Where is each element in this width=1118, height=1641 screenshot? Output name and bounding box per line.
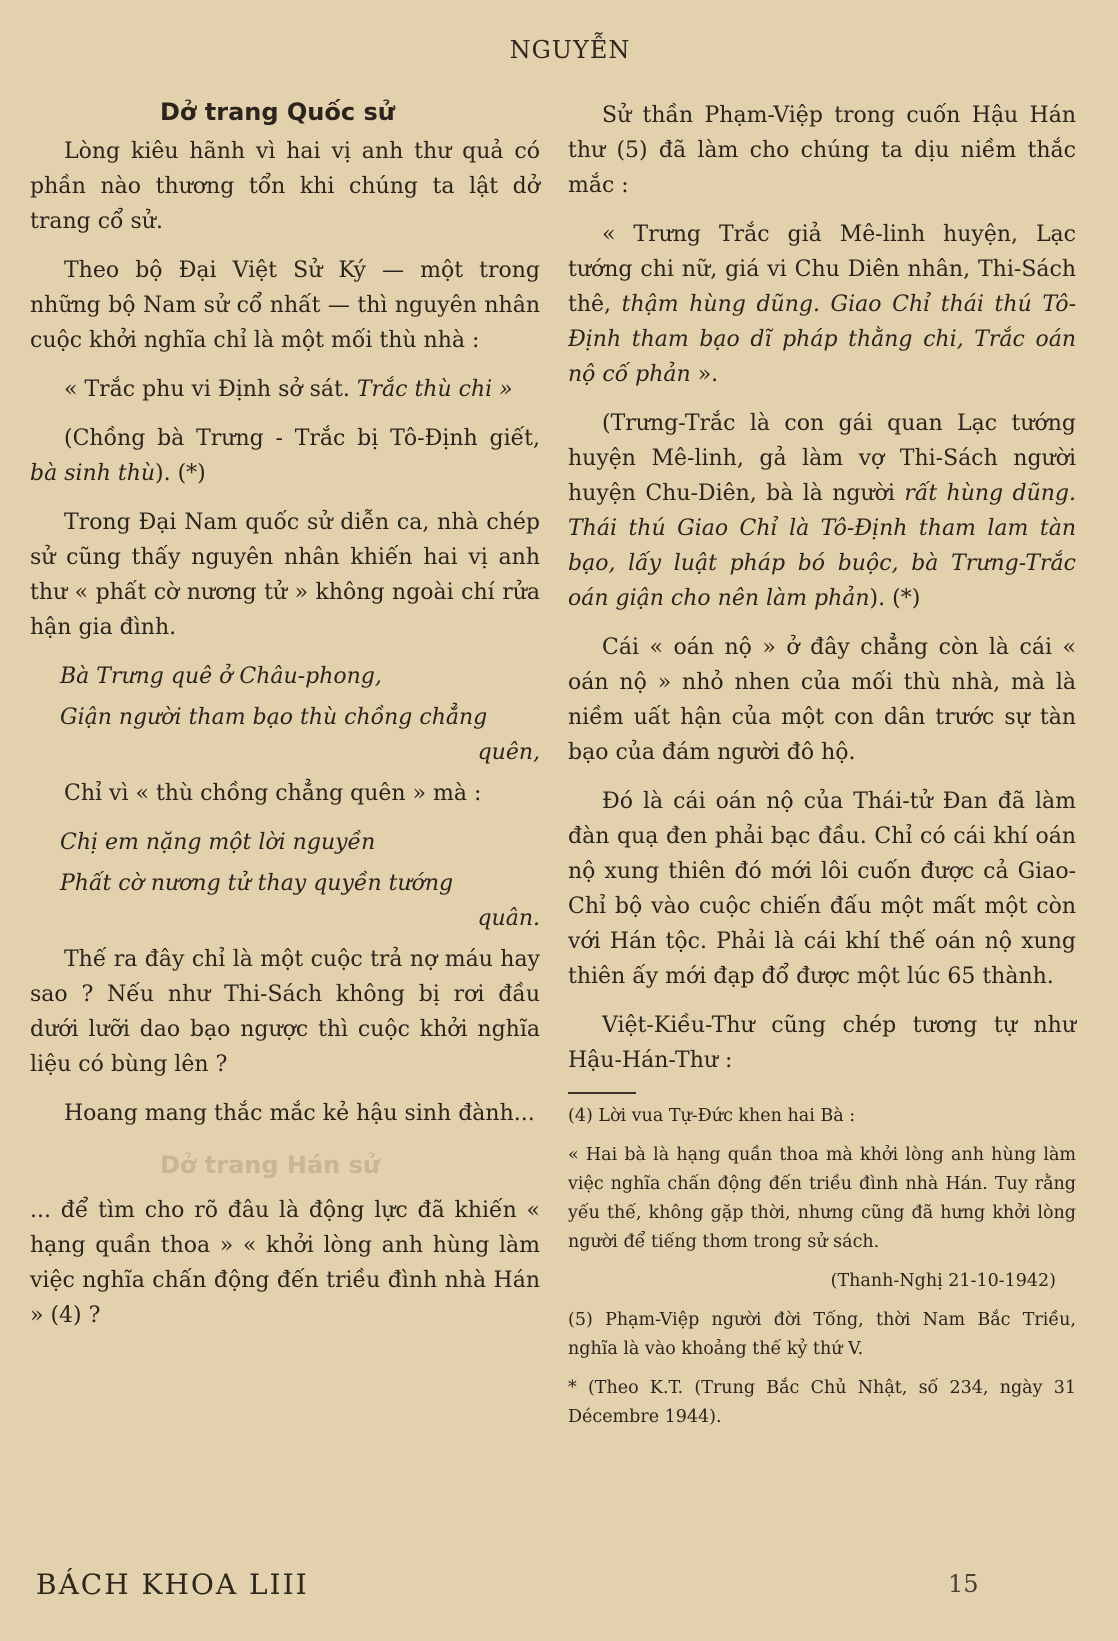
footnote-5: (5) Phạm-Việp người đời Tống, thời Nam Bắc Triều, nghĩa là vào khoảng thế kỷ thứ V. — [568, 1310, 1076, 1359]
paragraph: Hoang mang thắc mắc kẻ hậu sinh đành... — [64, 1101, 535, 1126]
italic-text: bà sinh thù — [30, 461, 156, 486]
quote-end: ». — [690, 362, 719, 387]
quote-text: « Trắc phu vi Định sở sát. — [64, 377, 357, 402]
paragraph: Sử thần Phạm-Việp trong cuốn Hậu Hán thư (5) đã làm cho chúng ta dịu niềm thắc mắc : — [568, 103, 1076, 198]
verse-line — [60, 866, 540, 936]
paragraph: Trong Đại Nam quốc sử diễn ca, nhà chép sử cũng thấy nguyên nhân khiến hai vị anh thư « phất cờ nương tử » không ngoài chí rửa hận gia đình. — [30, 510, 540, 640]
quote-paragraph — [568, 217, 1076, 392]
quote-italic: thậm hùng dũng. Giao Chỉ thái thú Tô-Định tham bạo dĩ pháp thằng chi, Trắc oán nộ cố phản — [568, 292, 1076, 387]
text: (Chồng bà Trưng - Trắc bị Tô-Định giết, — [64, 426, 540, 451]
quote-paragraph — [30, 372, 540, 407]
text: (Trưng-Trắc là con gái quan Lạc tướng huyện Mê-linh, gả làm vợ Thi-Sách người huyện Chu-Diên, bà là người — [568, 411, 1076, 506]
paragraph: Lòng kiêu hãnh vì hai vị anh thư quả có phần nào thương tổn khi chúng ta lật dở trang cổ sử. — [30, 139, 540, 234]
left-column — [30, 98, 540, 1347]
paragraph: Đó là cái oán nộ của Thái-tử Đan đã làm đàn quạ đen phải bạc đầu. Chỉ có cái khí oán nộ xung thiên đó mới lôi cuốn được cả Giao-Chỉ bộ vào cuộc chiến đấu một mất một còn với Hán tộc. Phải là cái khí thế oán nộ xung thiên ấy mới đạp đổ được một lúc 65 thành. — [568, 789, 1076, 989]
quote-text: « Trưng Trắc giả Mê-linh huyện, Lạc tướng chi nữ, giá vi Chu Diên nhân, Thi-Sách thê, — [568, 222, 1076, 317]
verse-line — [60, 700, 540, 770]
verse-continuation: quân. — [477, 906, 540, 931]
translation-paragraph — [30, 421, 540, 491]
paragraph: ... để tìm cho rõ đâu là động lực đã khiến « hạng quần thoa » « khởi lòng anh hùng làm việc nghĩa chấn động đến triều đình nhà Hán » (4) ? — [30, 1198, 540, 1328]
text: ). (*) — [155, 461, 206, 486]
magazine-footer: BÁCH KHOA LIII — [36, 1568, 309, 1601]
translation-paragraph — [568, 406, 1076, 616]
quote-italic: Trắc thù chi » — [356, 377, 513, 402]
section-title-quoc-su: Dở trang Quốc sử — [160, 98, 395, 126]
paragraph: Thế ra đây chỉ là một cuộc trả nợ máu hay sao ? Nếu như Thi-Sách không bị rơi đầu dưới lưỡi dao bạo ngược thì cuộc khởi nghĩa liệu có bùng lên ? — [30, 947, 540, 1077]
paragraph: Cái « oán nộ » ở đây chẳng còn là cái « oán nộ » nhỏ nhen của mối thù nhà, mà là niềm uất hận của một con dân trước sự tàn bạo của đám người đô hộ. — [568, 635, 1076, 765]
footnote-4-intro: (4) Lời vua Tự-Đức khen hai Bà : — [568, 1106, 856, 1126]
paragraph: Theo bộ Đại Việt Sử Ký — một trong những bộ Nam sử cổ nhất — thì nguyên nhân cuộc khởi nghĩa chỉ là một mối thù nhà : — [30, 258, 540, 353]
verse-continuation: quên, — [477, 740, 540, 765]
paragraph: Chỉ vì « thù chồng chẳng quên » mà : — [64, 781, 482, 806]
footnote-source: * (Theo K.T. (Trung Bắc Chủ Nhật, số 234, ngày 31 Décembre 1944). — [568, 1378, 1076, 1427]
verse-text: Phất cờ nương tử thay quyền tướng — [60, 871, 454, 896]
running-head: NGUYỄN — [509, 36, 631, 64]
footnotes — [568, 1102, 1076, 1432]
paragraph: Việt-Kiều-Thư cũng chép tương tự như Hậu-Hán-Thư : — [568, 1013, 1076, 1073]
footnote-4-source: (Thanh-Nghị 21-10-1942) — [830, 1271, 1056, 1291]
text: ). (*) — [869, 586, 921, 611]
verse-line: Bà Trưng quê ở Châu-phong, — [60, 664, 382, 689]
footnote-divider — [568, 1092, 636, 1094]
section-title-han-su: Dở trang Hán sử — [160, 1151, 380, 1179]
italic-text: rất hùng dũng. Thái thú Giao Chỉ là Tô-Định tham lam tàn bạo, lấy luật pháp bó buộc, bà Trưng-Trắc oán giận cho nên làm phản — [568, 481, 1076, 611]
footnote-4-quote: « Hai bà là hạng quần thoa mà khởi lòng anh hùng làm việc nghĩa chấn động đến triều đình nhà Hán. Tuy rằng yếu thế, không gặp thời, nhưng cũng đã hưng khởi lòng người để tiếng thơm trong sử sách. — [568, 1145, 1076, 1252]
verse-line: Chị em nặng một lời nguyền — [60, 830, 376, 855]
right-column — [568, 98, 1076, 1442]
verse-text: Giận người tham bạo thù chồng chẳng — [60, 705, 488, 730]
page-number: 15 — [948, 1570, 979, 1598]
